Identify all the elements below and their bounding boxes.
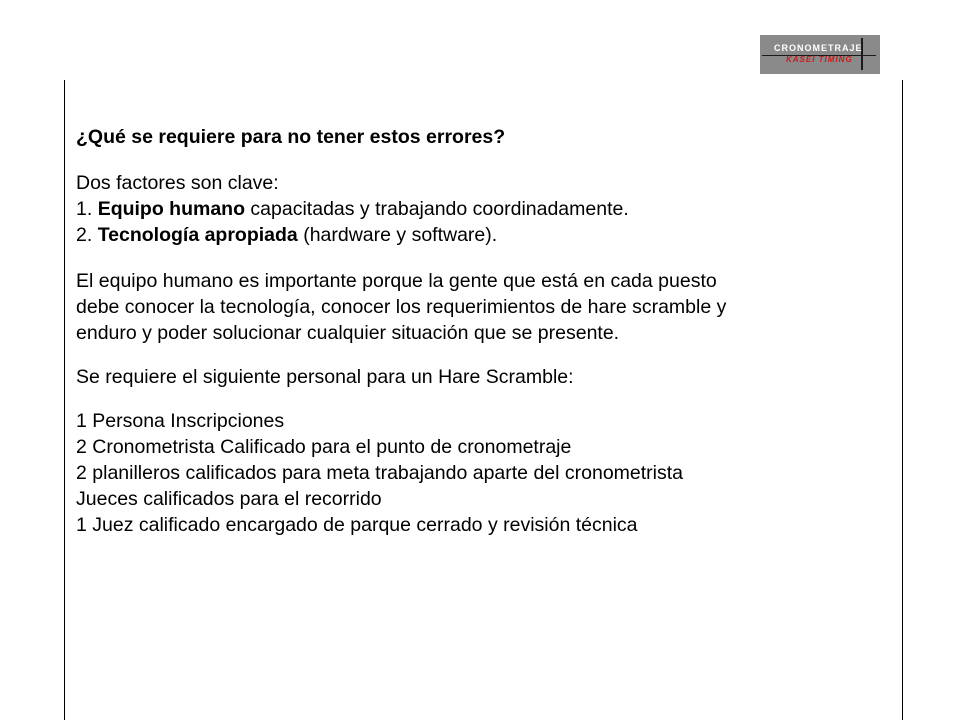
factor-number: 2.: [76, 224, 98, 246]
spacer: [76, 346, 896, 364]
factor-item: [76, 222, 896, 248]
staff-item: 1 Persona Inscripciones: [76, 410, 285, 432]
spacer: [76, 390, 896, 408]
factor-text: (hardware y software).: [297, 224, 498, 246]
factor-item: [76, 196, 896, 222]
factor-text: capacitadas y trabajando coordinadamente.: [245, 198, 629, 220]
staff-intro: Se requiere el siguiente personal para un Hare Scramble:: [76, 366, 574, 388]
factors-intro: Dos factores son clave:: [76, 172, 279, 194]
heading: ¿Qué se requiere para no tener estos errores?: [76, 126, 506, 148]
staff-item: 2 planilleros calificados para meta trabajando aparte del cronometrista: [76, 462, 684, 484]
staff-item: Jueces calificados para el recorrido: [76, 488, 382, 510]
cronometraje-logo: [760, 35, 880, 74]
factor-strong: Tecnología apropiada: [97, 224, 298, 246]
spacer: [76, 150, 896, 170]
paragraph-line: debe conocer la tecnología, conocer los requerimientos de hare scramble y: [76, 296, 727, 318]
factor-strong: Equipo humano: [97, 198, 246, 220]
paragraph-line: enduro y poder solucionar cualquier situación que se presente.: [76, 322, 620, 344]
paragraph-line: El equipo humano es importante porque la gente que está en cada puesto: [76, 270, 717, 292]
factor-number: 1.: [76, 198, 98, 220]
staff-item: 1 Juez calificado encargado de parque cerrado y revisión técnica: [76, 514, 638, 536]
slide-left-border: [64, 80, 65, 720]
staff-item: 2 Cronometrista Calificado para el punto de cronometraje: [76, 436, 572, 458]
slide-content: [76, 124, 896, 538]
spacer: [76, 248, 896, 268]
logo-title: CRONOMETRAJE: [774, 43, 863, 53]
slide-right-border: [902, 80, 903, 720]
logo-subtitle: KASEI TIMING: [786, 55, 853, 64]
